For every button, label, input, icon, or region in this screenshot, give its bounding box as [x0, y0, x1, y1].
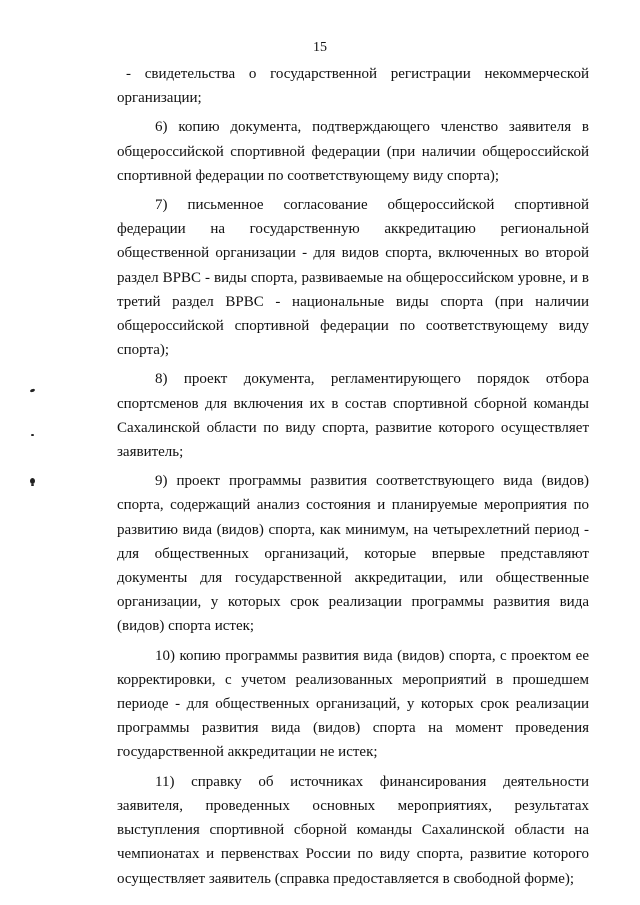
- scan-speck-mark: [31, 484, 34, 486]
- page-number: 15: [313, 40, 327, 55]
- paragraph-item-8: 8) проект документа, регламентирующего порядок отбора спортсменов для включения их в состав спортивной сборной команды Сахалинской области по виду спорта, развитие которого осуществляет заявитель;: [117, 371, 589, 461]
- paragraph-item-9: 9) проект программы развития соответствующего вида (видов) спорта, содержащий анализ состояния и планируемые мероприятия по развитию вида (видов) спорта, как минимум, на четырехлетний период - для общественных организаций, которые впервые представляют документы для государственной аккредитации, или общественные организации, у которых срок реализации программы развития вида (видов) спорта истек;: [117, 473, 589, 635]
- paragraph-item-7: 7) письменное согласование общероссийской спортивной федерации на государственную аккредитацию региональной общественной организации - для видов спорта, включенных во второй раздел ВРВС - виды спорта, развиваемые на общероссийском уровне, и в третий раздел ВРВС - национальные виды спорта (при наличии общероссийской спортивной федерации по соответствующему виду спорта);: [117, 197, 589, 359]
- document-body: [117, 62, 589, 896]
- paragraph-item-6: 6) копию документа, подтверждающего членство заявителя в общероссийской спортивной федерации (при наличии общероссийской спортивной федерации по соответствующему виду спорта);: [117, 119, 589, 184]
- scan-speck-mark: [31, 434, 34, 436]
- scan-speck-mark: [30, 388, 36, 393]
- paragraph-registration-certificate: - свидетельства о государственной регистрации некоммерческой организации;: [117, 66, 589, 107]
- paragraph-item-10: 10) копию программы развития вида (видов) спорта, с проектом ее корректировки, с учетом реализованных мероприятий в прошедшем периоде - для общественных организаций, у которых срок реализации программы развития вида (видов) спорта на момент проведения государственной аккредитации не истек;: [117, 647, 589, 761]
- paragraph-item-11: 11) справку об источниках финансирования деятельности заявителя, проведенных основных мероприятиях, результатах выступления спортивной сборной команды Сахалинской области на чемпионатах и первенствах России по виду спорта, развитие которого осуществляет заявитель (справка предоставляется в свободной форме);: [117, 773, 589, 887]
